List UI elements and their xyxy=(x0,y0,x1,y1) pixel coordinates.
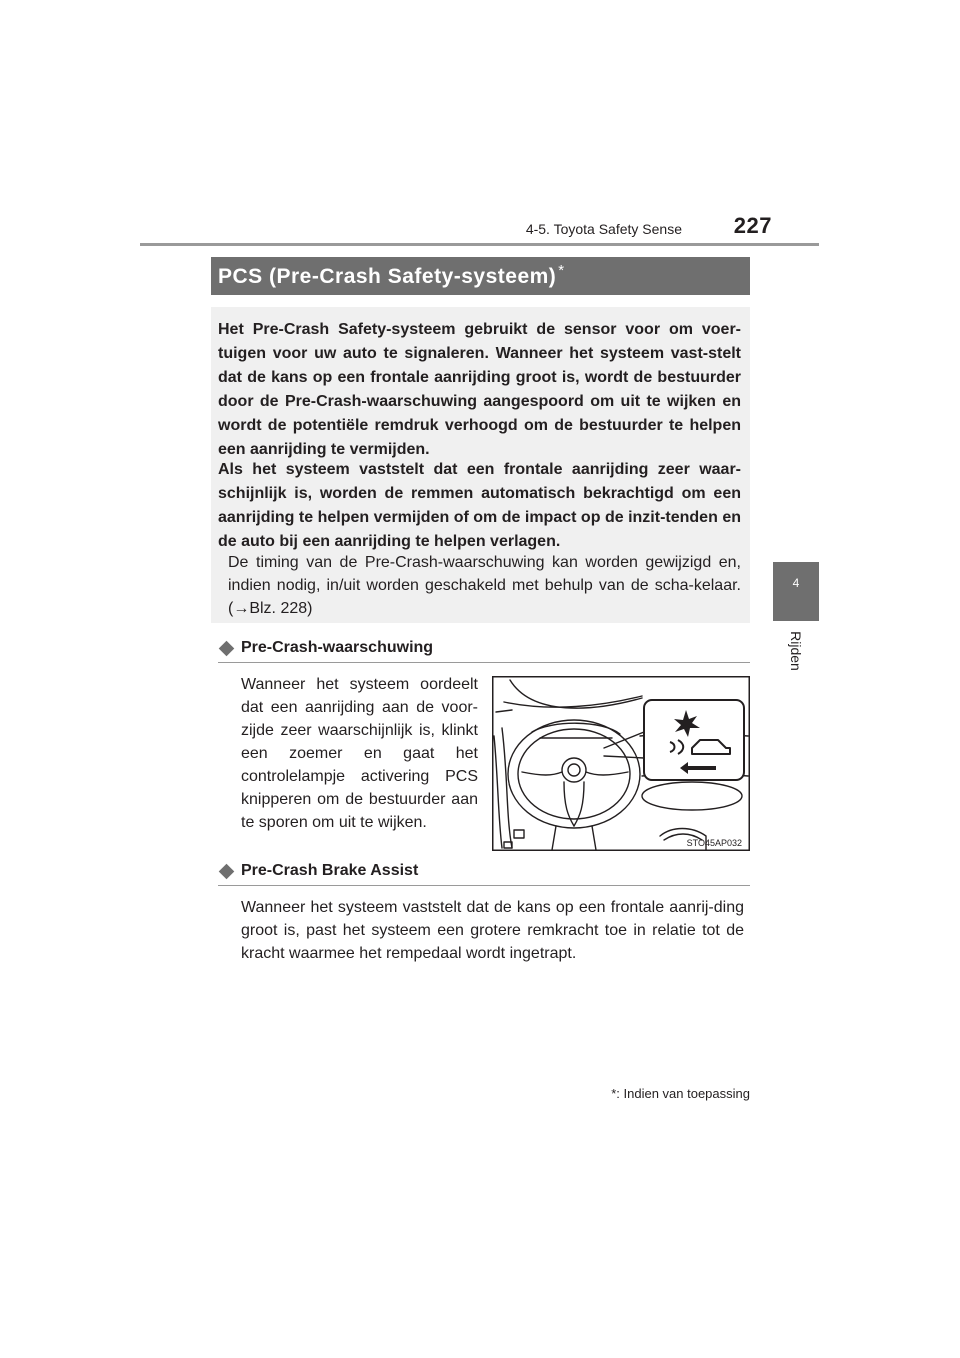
chapter-label-wrap xyxy=(786,626,806,676)
intro-paragraph-1: Het Pre-Crash Safety-systeem gebruikt de sensor voor om voer-tuigen voor uw auto te signaleren. Wanneer het systeem vast-stelt dat de kans op een frontale aanrijding groot is, wordt de bestuurder door de Pre-Crash-waarschuwing aangespoord om uit te wijken en wordt de potentiële remdruk verhoogd om de bestuurder te helpen een aanrijding te vermijden. xyxy=(218,321,741,458)
chapter-tab xyxy=(773,562,819,621)
intro-paragraph-3: De timing van de Pre-Crash-waarschuwing kan worden gewijzigd en, indien nodig, in/uit worden geschakeld met behulp van de scha-kelaar. (→Blz. 228) xyxy=(228,554,741,617)
illustration-code: STO45AP032 xyxy=(686,838,742,848)
subsection-rule xyxy=(218,885,750,886)
subsection-body-brake-assist: Wanneer het systeem vaststelt dat de kans op een frontale aanrij-ding groot is, past het systeem een grotere remkracht toe in relatie tot de kracht waarmee het rempedaal wordt ingetrapt. xyxy=(241,899,744,962)
subsection-title-pre-crash-warning: Pre-Crash-waarschuwing xyxy=(241,639,434,656)
page-number: 227 xyxy=(733,213,772,238)
subsection-title-brake-assist: Pre-Crash Brake Assist xyxy=(241,862,419,879)
section-heading xyxy=(218,262,565,289)
applicability-marker: * xyxy=(558,262,565,279)
section-title: 4-5. Toyota Safety Sense xyxy=(525,221,682,237)
chapter-number: 4 xyxy=(792,576,800,590)
subsection-rule xyxy=(218,662,750,663)
header-rule xyxy=(140,243,819,246)
dashboard-illustration xyxy=(492,676,750,851)
footnote: *: Indien van toepassing xyxy=(611,1086,750,1101)
diamond-bullet-icon xyxy=(219,641,235,657)
intro-paragraph-2: Als het systeem vaststelt dat een frontale aanrijding zeer waar-schijnlijk is, worden de remmen automatisch bekrachtigd om een aanrijding te helpen vermijden of om de impact op de inzit-tenden en de auto bij een aanrijding te helpen verlagen. xyxy=(218,461,741,550)
subsection-body-pre-crash-warning: Wanneer het systeem oordeelt dat een aanrijding aan de voor-zijde zeer waarschijnlijk is, klinkt een zoemer en gaat het controlelampje activering PCS knipperen om de bestuurder aan te sporen om uit te wijken. xyxy=(241,676,478,831)
section-heading-text: PCS (Pre-Crash Safety-systeem) xyxy=(218,265,557,288)
chapter-label: Rijden xyxy=(788,631,804,671)
diamond-bullet-icon xyxy=(219,864,235,880)
